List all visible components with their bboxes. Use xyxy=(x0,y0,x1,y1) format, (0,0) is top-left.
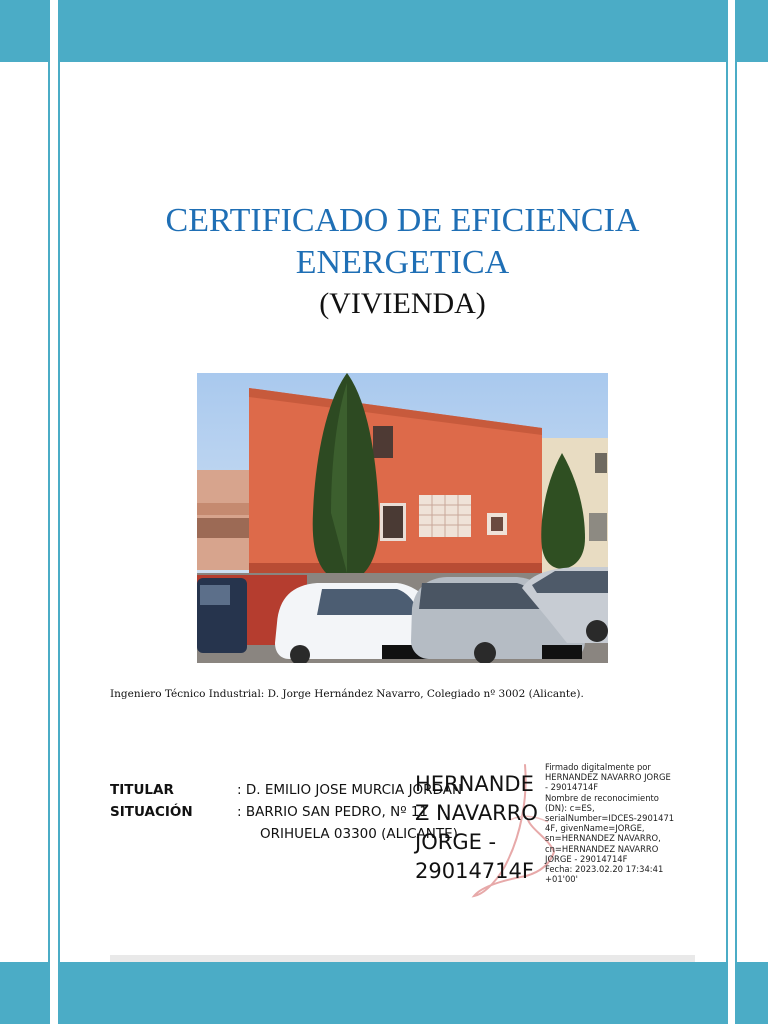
frame-line-right-inner xyxy=(726,0,728,1024)
signature-detail-line: Nombre de reconocimiento xyxy=(545,792,659,803)
document-title xyxy=(110,200,695,284)
frame-line-left-outer xyxy=(48,0,50,1024)
signature-detail-line: 4F, givenName=JORGE, xyxy=(545,823,645,834)
bottom-strip xyxy=(110,955,695,962)
titular-value: : D. EMILIO JOSE MURCIA JORDAN xyxy=(237,782,463,798)
signature-detail-line: cn=HERNANDEZ NAVARRO xyxy=(545,843,659,854)
signature-detail-line: sn=HERNANDEZ NAVARRO, xyxy=(545,833,661,844)
top-left-band xyxy=(0,0,48,62)
situacion-value-line-2: ORIHUELA 03300 (ALICANTE) xyxy=(260,826,458,842)
signature-name xyxy=(415,770,550,886)
frame-line-right-outer xyxy=(735,0,737,1024)
situacion-value-line-1: : BARRIO SAN PEDRO, Nº 11 xyxy=(237,804,429,820)
signature-detail-line: Firmado digitalmente por xyxy=(545,762,651,772)
title-line-1: CERTIFICADO DE EFICIENCIA xyxy=(165,202,640,239)
signature-detail-line: JORGE - 29014714F xyxy=(545,853,628,864)
bottom-center-band xyxy=(60,962,726,1024)
signature-detail-line: - 29014714F xyxy=(545,782,599,793)
title-line-2: ENERGETICA xyxy=(295,244,510,281)
signature-detail-line: (DN): c=ES, xyxy=(545,802,595,813)
signature-detail-line: Fecha: 2023.02.20 17:34:41 xyxy=(545,864,664,875)
frame-line-left-inner xyxy=(58,0,60,1024)
signature-details xyxy=(545,762,680,884)
titular-label: TITULAR xyxy=(110,782,174,798)
signature-name-line: Z NAVARRO xyxy=(415,801,538,825)
top-center-band xyxy=(60,0,726,62)
building-photo xyxy=(197,373,608,663)
signature-name-line: JORGE - xyxy=(415,830,497,854)
signature-name-line: HERNANDE xyxy=(415,772,534,796)
signature-detail-line: serialNumber=IDCES-2901471 xyxy=(545,813,675,824)
situacion-label: SITUACIÓN xyxy=(110,804,193,820)
bottom-right-band xyxy=(737,962,768,1024)
signature-detail-line: HERNANDEZ NAVARRO JORGE xyxy=(545,772,671,783)
top-right-band xyxy=(737,0,768,62)
bottom-left-band xyxy=(0,962,48,1024)
engineer-note: Ingeniero Técnico Industrial: D. Jorge Hernández Navarro, Colegiado nº 3002 (Alicante). xyxy=(110,688,584,700)
signature-name-line: 29014714F xyxy=(415,859,534,883)
document-subtitle: (VIVIENDA) xyxy=(319,287,486,320)
signature-detail-line: +01'00' xyxy=(545,874,578,885)
